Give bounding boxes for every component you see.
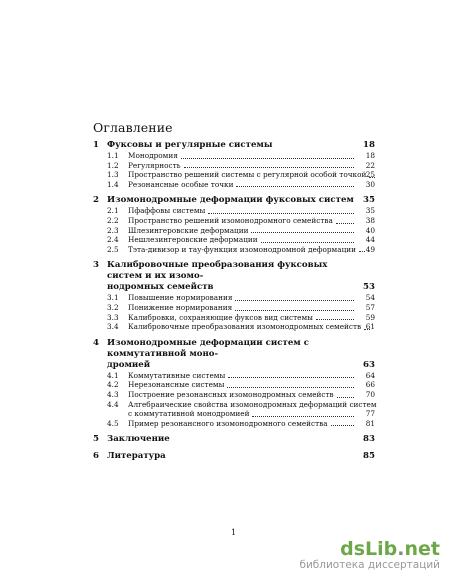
table-of-contents [93, 140, 375, 468]
section-title: Пфаффовы системы [128, 206, 206, 216]
section-page: 54 [365, 293, 375, 303]
chapter-page: 35 [363, 195, 375, 206]
dot-leader [251, 232, 354, 233]
section-number: 1.3 [107, 170, 119, 180]
toc-section[interactable] [93, 293, 375, 303]
toc-chapter-2 [93, 195, 375, 254]
page-title: Оглавление [93, 120, 173, 135]
section-title: Калибровки, сохраняющие фуксов вид системы [128, 312, 313, 322]
watermark-subtitle: библиотека диссертаций [299, 559, 440, 571]
section-page: 59 [365, 312, 375, 322]
chapter-heading[interactable] [93, 451, 375, 462]
chapter-title-line-2: нодромных семейств [107, 282, 214, 293]
section-title: Понижение нормирования [128, 302, 233, 312]
section-title: Пространство решений изомонодромного семейства [128, 215, 333, 225]
chapter-number: 1 [93, 140, 99, 150]
section-title: Нерезонансные системы [128, 380, 225, 390]
chapter-title: Литература [107, 451, 166, 462]
section-number: 1.2 [107, 160, 119, 170]
toc-section[interactable] [93, 206, 375, 216]
chapter-page: 83 [363, 434, 375, 445]
section-number: 3.3 [107, 312, 119, 322]
chapter-number: 3 [93, 260, 99, 271]
toc-section[interactable] [93, 170, 375, 180]
dot-leader [235, 300, 354, 301]
section-number: 1.4 [107, 179, 119, 189]
toc-chapter-3 [93, 260, 375, 331]
chapter-heading[interactable] [93, 260, 375, 293]
section-page: 70 [365, 389, 375, 399]
watermark-logo [299, 539, 440, 559]
section-page: 77 [365, 409, 375, 419]
page-number: 1 [231, 528, 237, 537]
dot-leader [331, 425, 354, 426]
dot-leader [316, 319, 354, 320]
chapter-page: 63 [363, 359, 375, 370]
chapter-number: 6 [93, 451, 99, 462]
chapter-title: Заключение [107, 434, 170, 445]
toc-section[interactable] [93, 161, 375, 171]
section-title: Калибровочные преобразования изомонодромных семейств [128, 322, 362, 332]
dot-leader [261, 242, 354, 243]
toc-section[interactable] [93, 322, 375, 332]
chapter-page: 18 [363, 140, 375, 150]
dot-leader [184, 167, 354, 168]
toc-section[interactable] [93, 400, 375, 419]
toc-section[interactable] [93, 245, 375, 255]
chapter-title-line-1: Калибровочные преобразования фуксовых систем и их изомо- [107, 260, 328, 282]
section-title-line-1: Алгебраические свойства изомонодромных деформаций систем [128, 399, 377, 409]
section-number: 2.1 [107, 206, 119, 216]
section-number: 2.2 [107, 215, 119, 225]
section-page: 81 [365, 418, 375, 428]
section-page: 38 [365, 215, 375, 225]
dot-leader [337, 397, 354, 398]
watermark-tld: net [404, 538, 440, 560]
toc-section[interactable] [93, 419, 375, 429]
section-title-line-2: с коммутативной монодромией [128, 409, 250, 419]
section-page: 22 [365, 160, 375, 170]
chapter-title-line-2: дромией [107, 359, 151, 370]
section-page: 49 [365, 244, 375, 254]
watermark-dot: . [397, 538, 405, 560]
chapter-title: Фуксовы и регулярные системы [107, 140, 273, 150]
dot-leader [236, 186, 354, 187]
dot-leader [336, 223, 354, 224]
toc-section[interactable] [93, 226, 375, 236]
toc-section[interactable] [93, 235, 375, 245]
toc-section[interactable] [93, 390, 375, 400]
chapter-heading[interactable] [93, 338, 375, 371]
chapter-number: 5 [93, 434, 99, 445]
section-page: 61 [365, 322, 375, 332]
section-page: 18 [365, 151, 375, 160]
toc-chapter-6 [93, 451, 375, 462]
section-number: 4.4 [107, 399, 119, 409]
section-page: 25 [365, 170, 375, 180]
toc-section[interactable] [93, 371, 375, 381]
section-page: 57 [365, 302, 375, 312]
section-title: Пример резонансного изомонодромного семейства [128, 418, 328, 428]
section-number: 3.2 [107, 302, 119, 312]
chapter-heading[interactable] [93, 195, 375, 206]
dot-leader [208, 213, 354, 214]
section-title: Резонансные особые точки [128, 179, 234, 189]
section-number: 4.2 [107, 380, 119, 390]
section-page: 40 [365, 225, 375, 235]
toc-chapter-4 [93, 338, 375, 429]
chapter-title-line-1: Изомонодромные деформации систем с коммутативной моно- [107, 337, 309, 359]
toc-chapter-1 [93, 140, 375, 189]
toc-section[interactable] [93, 303, 375, 313]
section-title: Монодромия [128, 151, 178, 160]
watermark-brand: dsLib [340, 538, 398, 560]
section-title: Построение резонансных изомонодромных семейств [128, 389, 334, 399]
watermark[interactable] [299, 539, 440, 571]
section-number: 4.1 [107, 370, 119, 380]
section-page: 30 [365, 179, 375, 189]
section-title: Нешлезингеровские деформации [128, 235, 258, 245]
section-number: 3.4 [107, 322, 119, 332]
chapter-number: 2 [93, 195, 99, 206]
section-number: 2.5 [107, 244, 119, 254]
section-number: 4.5 [107, 418, 119, 428]
chapter-number: 4 [93, 337, 99, 348]
toc-section[interactable] [93, 216, 375, 226]
section-number: 2.4 [107, 235, 119, 245]
section-title: Регулярность [128, 160, 181, 170]
dot-leader [235, 310, 354, 311]
section-page: 44 [365, 235, 375, 245]
dot-leader [252, 416, 354, 417]
toc-section[interactable] [93, 380, 375, 390]
chapter-title: Изомонодромные деформации фуксовых систем [107, 195, 354, 206]
chapter-page: 85 [363, 451, 375, 462]
chapter-page: 53 [363, 282, 375, 293]
section-number: 4.3 [107, 389, 119, 399]
section-page: 35 [365, 206, 375, 216]
dot-leader [228, 377, 354, 378]
dot-leader [181, 158, 354, 159]
toc-section[interactable] [93, 151, 375, 161]
section-number: 2.3 [107, 225, 119, 235]
section-number: 3.1 [107, 293, 119, 303]
toc-chapter-5 [93, 434, 375, 445]
section-title: Шлезингеровские деформации [128, 225, 249, 235]
section-title: Пространство решений системы с регулярной особой точкой [128, 170, 367, 180]
dot-leader [227, 387, 354, 388]
section-title: Коммутативные системы [128, 370, 226, 380]
section-page: 66 [365, 380, 375, 390]
section-title: Тэта-дивизор и тау-функция изомонодромной деформации [128, 244, 356, 254]
toc-section[interactable] [93, 313, 375, 323]
chapter-heading[interactable] [93, 140, 375, 151]
section-title: Повышение нормирования [128, 293, 233, 303]
chapter-heading[interactable] [93, 434, 375, 445]
section-page: 64 [365, 370, 375, 380]
section-number: 1.1 [107, 151, 119, 160]
toc-section[interactable] [93, 180, 375, 190]
